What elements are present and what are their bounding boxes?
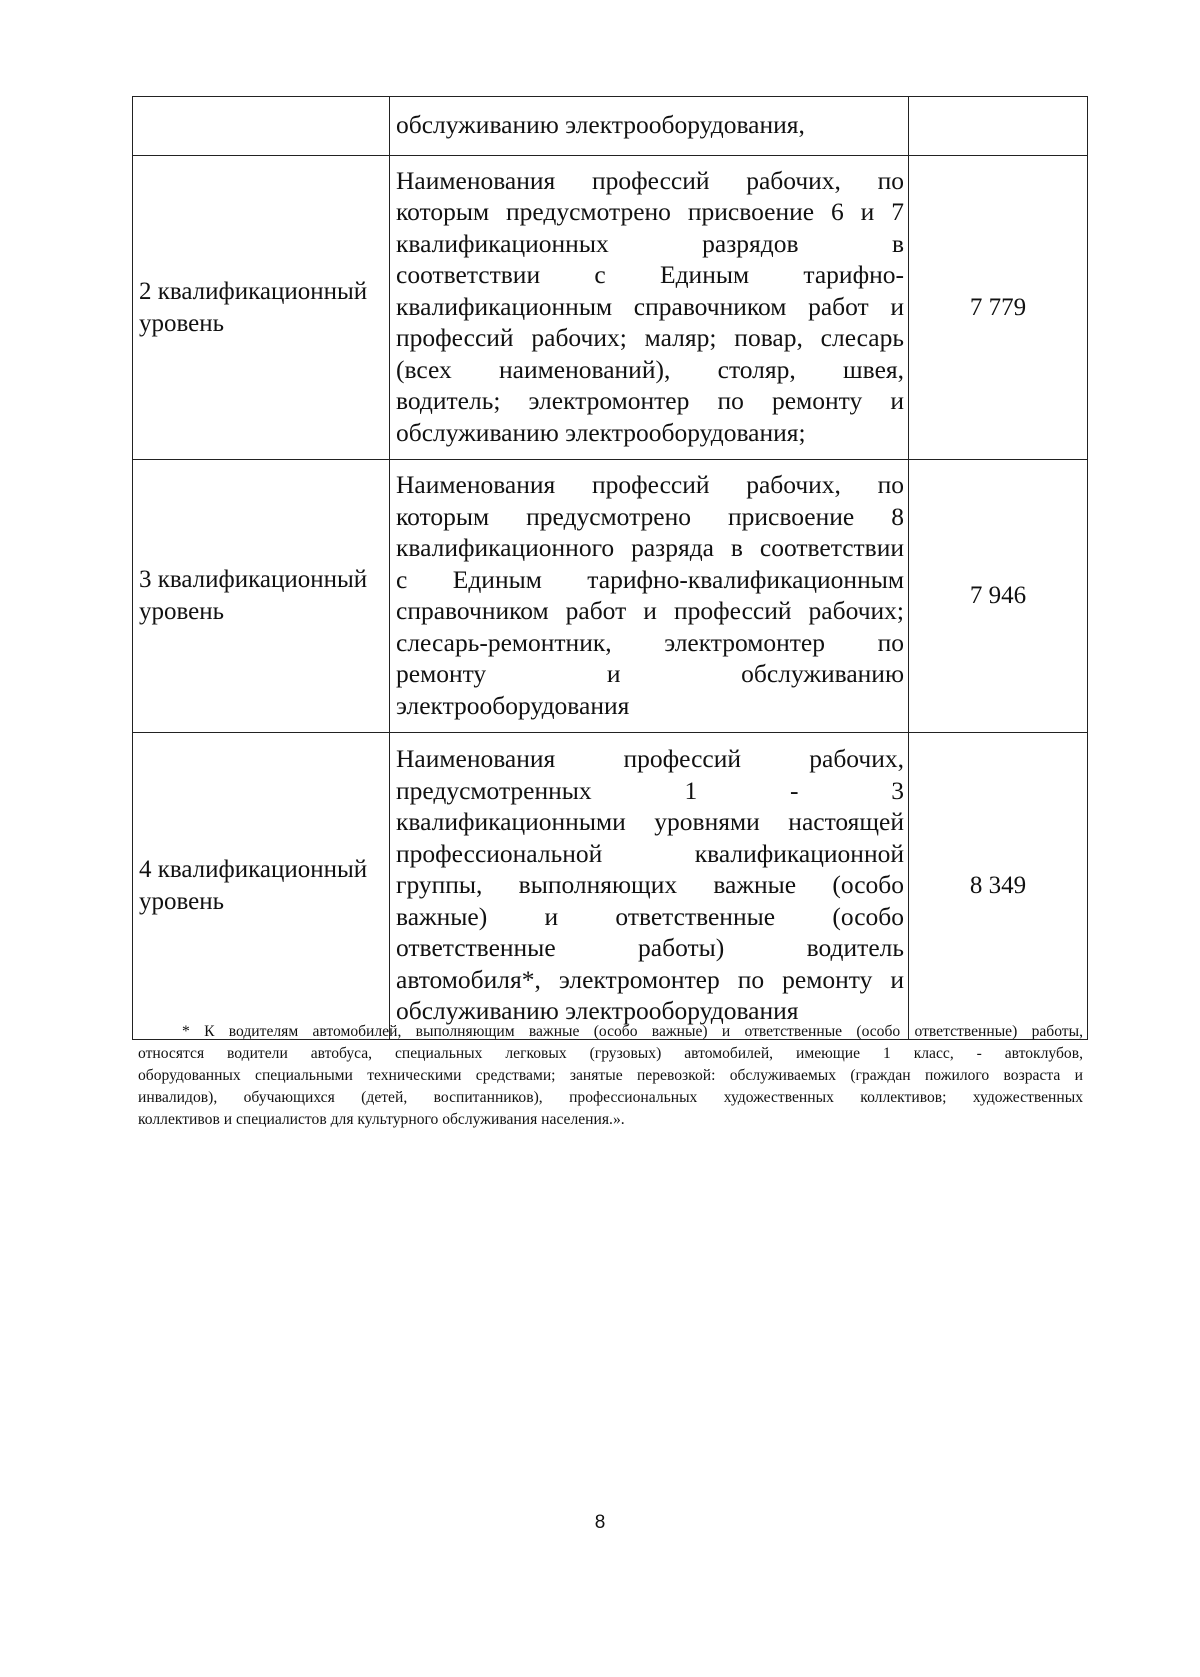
description-cell [390, 733, 909, 1040]
description-line: обслуживанию электрооборудования; [396, 417, 806, 447]
description-line: слесарь-ремонтник, электромонтер по [396, 627, 904, 657]
level-label-suffix: уровень [139, 888, 225, 915]
description-line: водитель; электромонтер по ремонту и [396, 386, 904, 416]
table-row [133, 156, 1088, 460]
level-cell [133, 156, 390, 460]
description-line: квалификационным справочником работ и [396, 291, 904, 321]
level-label: 2 квалификационный [139, 277, 368, 305]
footnote-line: относятся водители автобуса, специальных легковых (грузовых) автомобилей, имеющие 1 класс, - автоклубов, [138, 1045, 1083, 1062]
description-line: квалификационными уровнями настоящей [396, 807, 904, 837]
level-cell [133, 97, 390, 156]
footnote [138, 1021, 1083, 1131]
description-line: автомобиля*, электромонтер по ремонту и [396, 964, 904, 994]
description-line: ответственные работы) водитель [396, 933, 904, 963]
footnote-line: инвалидов), обучающихся (детей, воспитанников), профессиональных художественных коллективов; художественных [138, 1089, 1083, 1106]
description-line: профессий рабочих; маляр; повар, слесарь [396, 323, 904, 353]
footnote-line: коллективов и специалистов для культурного обслуживания населения.». [138, 1111, 625, 1128]
description-line: Наименования профессий рабочих, по [396, 165, 904, 195]
table-row [133, 97, 1088, 156]
description-line: (всех наименований), столяр, швея, [396, 354, 904, 384]
description-line: Наименования профессий рабочих, [396, 744, 904, 774]
description-cell [390, 460, 909, 733]
amount-cell: 7 779 [909, 156, 1088, 460]
description-line: электрооборудования [396, 690, 630, 720]
description-line: профессиональной квалификационной [396, 838, 904, 868]
description-line: справочником работ и профессий рабочих; [396, 596, 904, 625]
table-row [133, 733, 1088, 1040]
footnote-line: оборудованных специальными техническими средствами; занятые перевозкой: обслуживаемых (граждан пожилого возраста и [138, 1067, 1083, 1084]
amount-cell [909, 97, 1088, 156]
description-line: обслуживанию электрооборудования, [396, 110, 805, 140]
level-cell [133, 460, 390, 733]
description-line: с Единым тарифно-квалификационным [396, 564, 904, 594]
qualification-levels-table [132, 96, 1088, 1040]
level-cell [133, 733, 390, 1040]
description-line: соответствии с Единым тарифно- [396, 260, 904, 290]
level-label-suffix: уровень [139, 598, 225, 625]
description-line: обслуживанию электрооборудования [396, 996, 799, 1026]
description-cell [390, 156, 909, 460]
description-line: которым предусмотрено присвоение 8 [396, 501, 904, 531]
amount-cell: 7 946 [909, 460, 1088, 733]
description-line: которым предусмотрено присвоение 6 и 7 [396, 197, 904, 227]
description-line: квалификационных разрядов в [396, 228, 904, 258]
description-cell [390, 97, 909, 156]
level-label: 4 квалификационный [139, 856, 368, 883]
level-label: 3 квалификационный [139, 566, 368, 593]
page-number: 8 [594, 1512, 606, 1533]
description-line: Наименования профессий рабочих, по [396, 470, 904, 499]
description-line: квалификационного разряда в соответствии [396, 533, 904, 562]
description-line: предусмотренных 1 - 3 [396, 775, 904, 805]
table-row [133, 460, 1088, 733]
description-line: ремонту и обслуживанию [396, 659, 904, 688]
amount-cell: 8 349 [909, 733, 1088, 1040]
description-line: важные) и ответственные (особо [396, 901, 904, 931]
description-line: группы, выполняющих важные (особо [396, 870, 904, 900]
level-label-suffix: уровень [139, 309, 225, 337]
footnote-line: * К водителям автомобилей, выполняющим важные (особо важные) и ответственные (особо ответственные) работы, [182, 1023, 1083, 1040]
